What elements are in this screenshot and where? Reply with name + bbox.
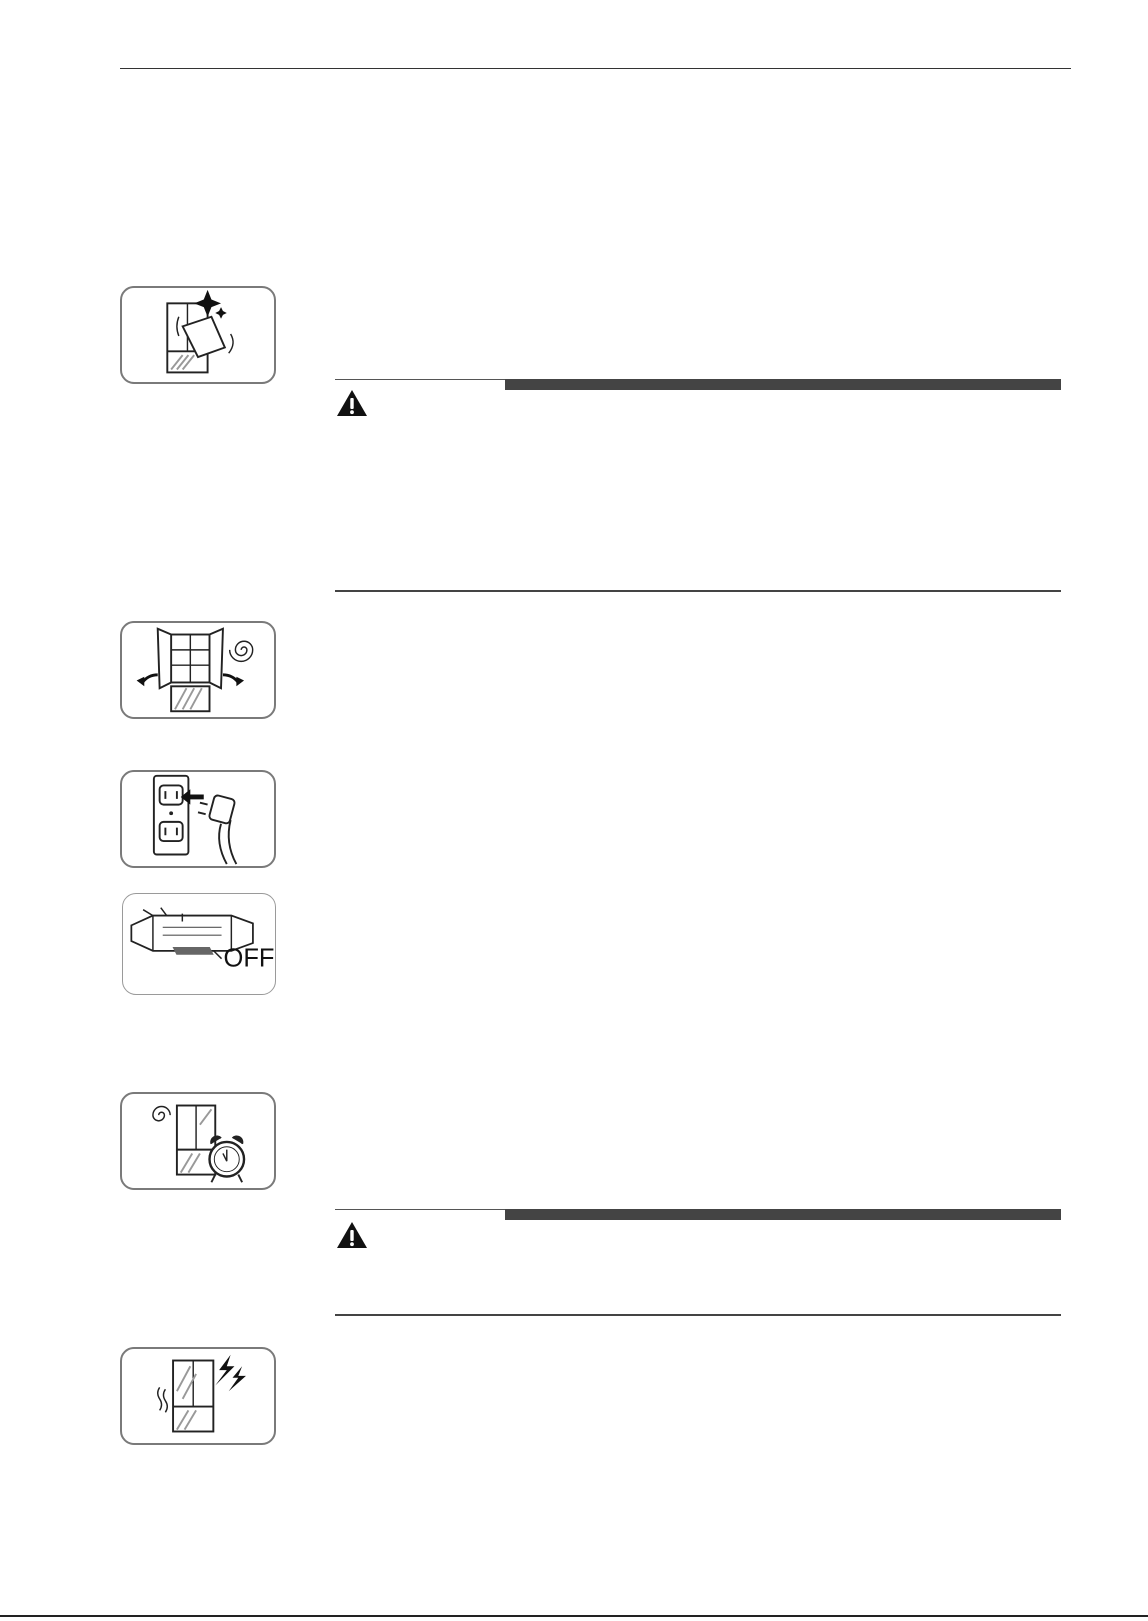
refrigerator-alarm-clock-icon xyxy=(120,1092,276,1190)
ice-maker-off-icon xyxy=(122,893,276,995)
caution-header xyxy=(335,379,1061,393)
footer-rule xyxy=(0,1615,1148,1617)
cleaning-cloth-icon xyxy=(120,286,276,384)
off-label: OFF xyxy=(223,944,275,973)
caution-end-rule xyxy=(335,1314,1061,1316)
warning-triangle-icon xyxy=(335,1220,369,1250)
header-rule xyxy=(120,68,1071,69)
power-plug-outlet-icon xyxy=(120,770,276,868)
warning-triangle-icon xyxy=(335,388,369,418)
caution-header xyxy=(335,1209,1061,1223)
caution-end-rule xyxy=(335,590,1061,592)
open-doors-airflow-icon xyxy=(120,621,276,719)
refrigerator-electrical-icon xyxy=(120,1347,276,1445)
